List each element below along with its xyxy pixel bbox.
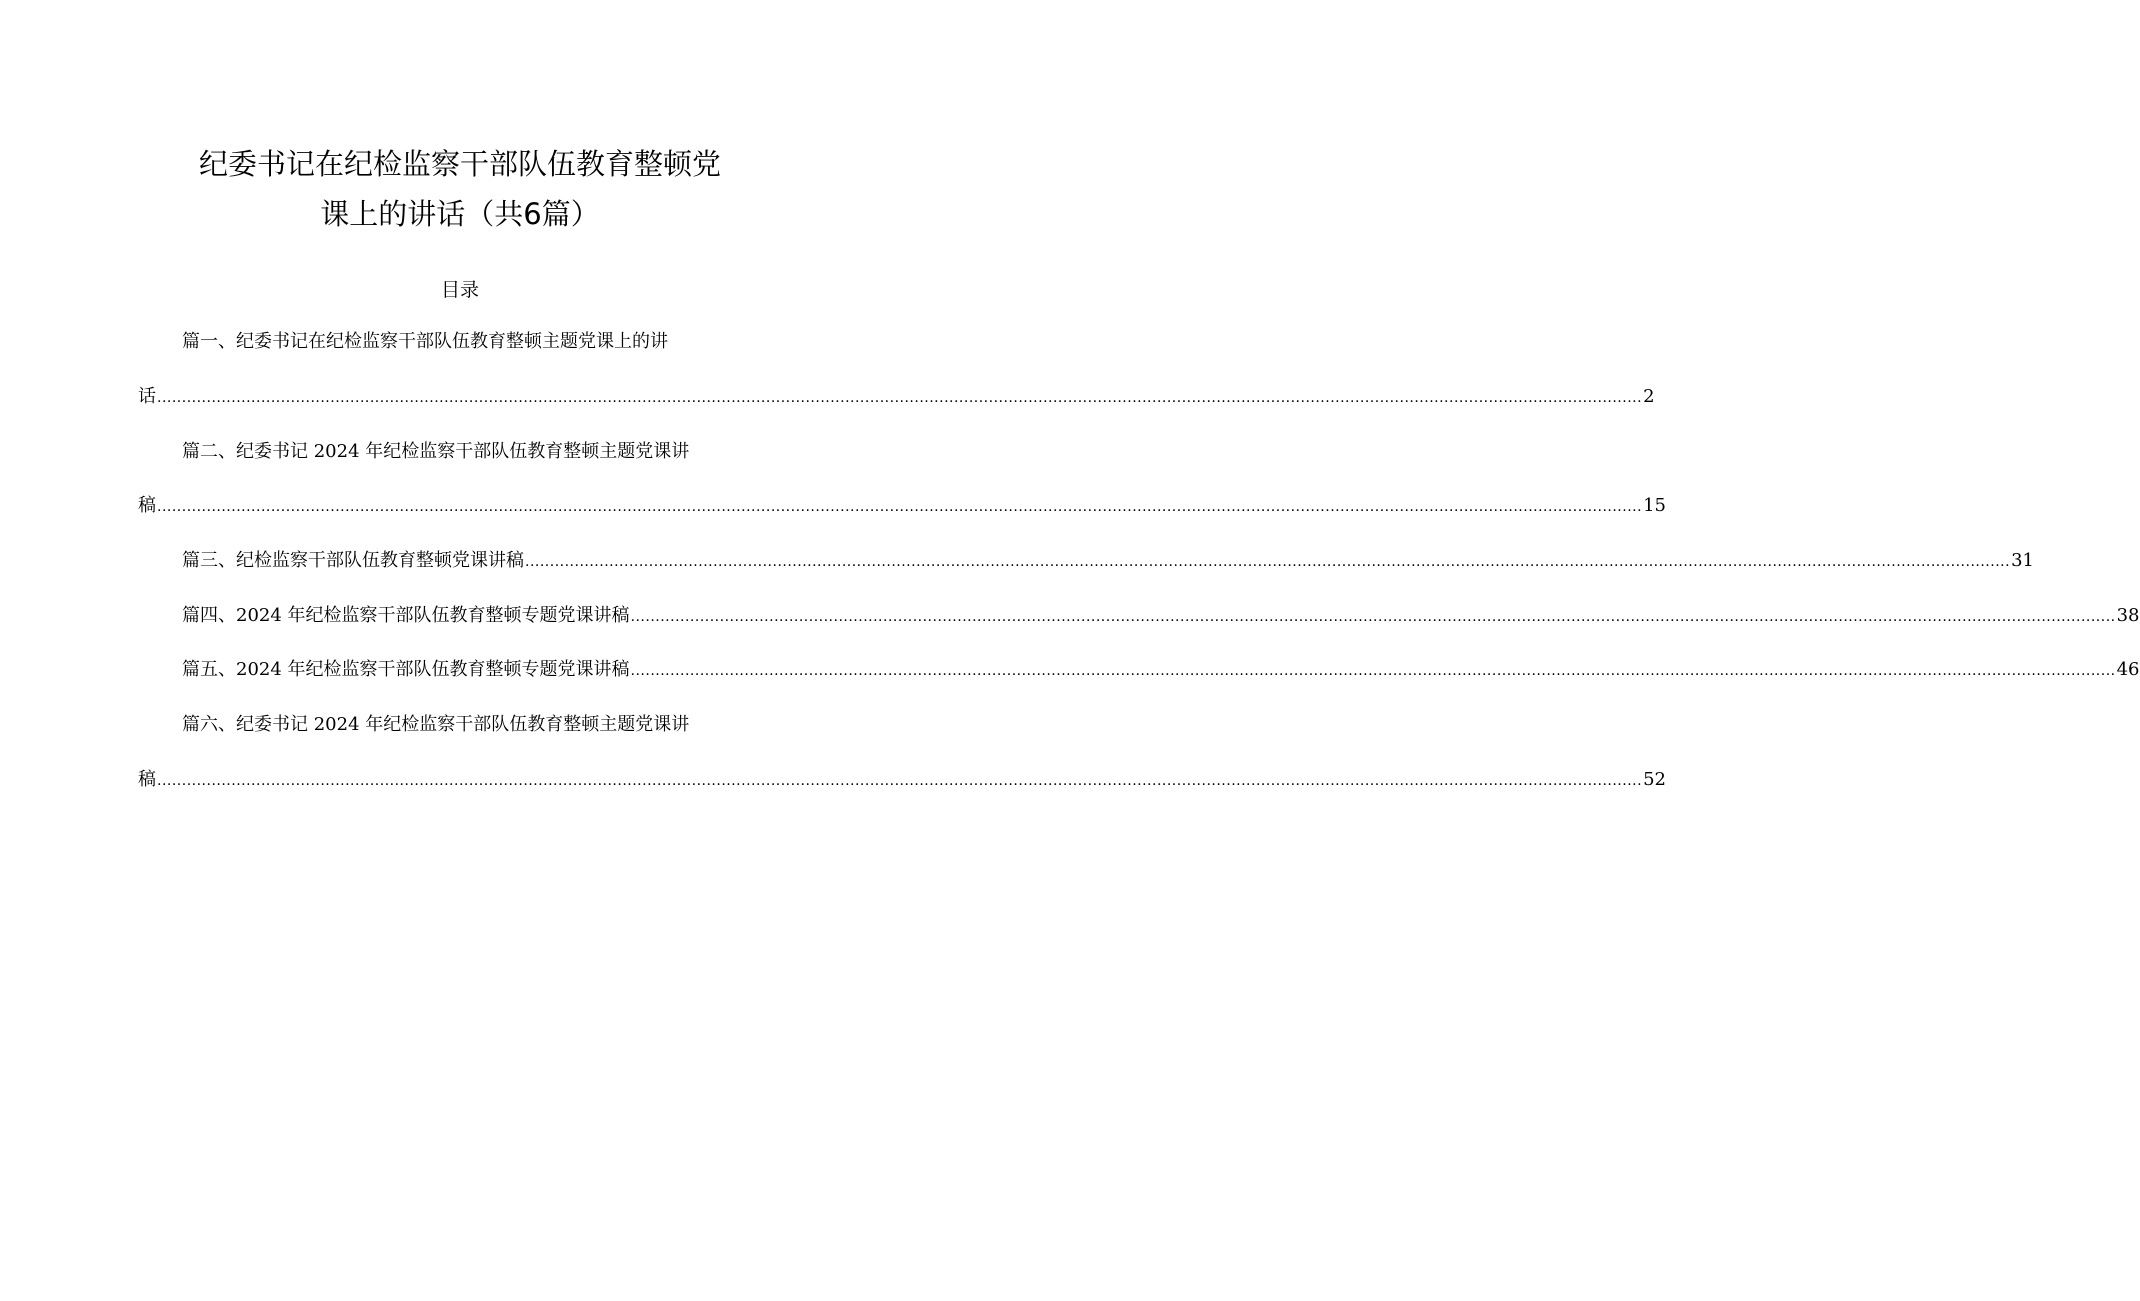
toc-entry-text: 篇三、纪检监察干部队伍教育整顿党课讲稿 bbox=[182, 550, 524, 571]
toc-entry-2-line-1[interactable] bbox=[182, 440, 742, 464]
toc-entry-text: 篇一、纪委书记在纪检监察干部队伍教育整顿主题党课上的讲 bbox=[182, 331, 668, 352]
toc-entry-1-line-1[interactable] bbox=[182, 330, 742, 354]
toc-page-number: 31 bbox=[2011, 550, 2034, 571]
toc-leader-dots: ............................................................................................................................................................................................................................................................................................................ bbox=[630, 609, 2116, 625]
toc-entry-5[interactable] bbox=[182, 658, 2140, 683]
toc-leader-dots: ............................................................................................................................................................................................................................................................................................................ bbox=[630, 663, 2116, 679]
toc-entry-3[interactable] bbox=[182, 549, 2034, 574]
toc-heading: 目录 bbox=[440, 279, 479, 301]
toc-page-number: 15 bbox=[1643, 495, 1666, 516]
toc-page-number: 52 bbox=[1643, 769, 1666, 790]
toc-leader-dots: ............................................................................................................................................................................................................................................................................................................ bbox=[157, 390, 1643, 406]
document-title-line-2: 课上的讲话（共6篇） bbox=[320, 197, 600, 231]
toc-leader-dots: ............................................................................................................................................................................................................................................................................................................ bbox=[157, 499, 1643, 515]
toc-leader-dots: ............................................................................................................................................................................................................................................................................................................ bbox=[157, 773, 1643, 789]
toc-entry-2-line-2[interactable] bbox=[138, 494, 1666, 519]
toc-entry-text: 篇四、2024 年纪检监察干部队伍教育整顿专题党课讲稿 bbox=[182, 605, 630, 626]
toc-entry-6-line-2[interactable] bbox=[138, 768, 1666, 793]
toc-entry-text: 稿 bbox=[138, 495, 156, 516]
toc-entry-text: 话 bbox=[138, 386, 156, 407]
toc-entry-text: 篇五、2024 年纪检监察干部队伍教育整顿专题党课讲稿 bbox=[182, 659, 630, 680]
toc-page-number: 2 bbox=[1643, 386, 1655, 407]
toc-entry-text: 稿 bbox=[138, 769, 156, 790]
toc-entry-text: 篇二、纪委书记 2024 年纪检监察干部队伍教育整顿主题党课讲 bbox=[182, 441, 690, 462]
toc-entry-text: 篇六、纪委书记 2024 年纪检监察干部队伍教育整顿主题党课讲 bbox=[182, 714, 690, 735]
toc-page-number: 38 bbox=[2116, 605, 2140, 626]
toc-entry-1-line-2[interactable] bbox=[138, 385, 1655, 410]
toc-page-number: 46 bbox=[2116, 659, 2140, 680]
toc-entry-6-line-1[interactable] bbox=[182, 713, 742, 737]
document-title-line-1: 纪委书记在纪检监察干部队伍教育整顿党 bbox=[198, 147, 721, 181]
toc-leader-dots: ............................................................................................................................................................................................................................................................................................................ bbox=[525, 554, 2011, 570]
toc-entry-4[interactable] bbox=[182, 604, 2140, 629]
